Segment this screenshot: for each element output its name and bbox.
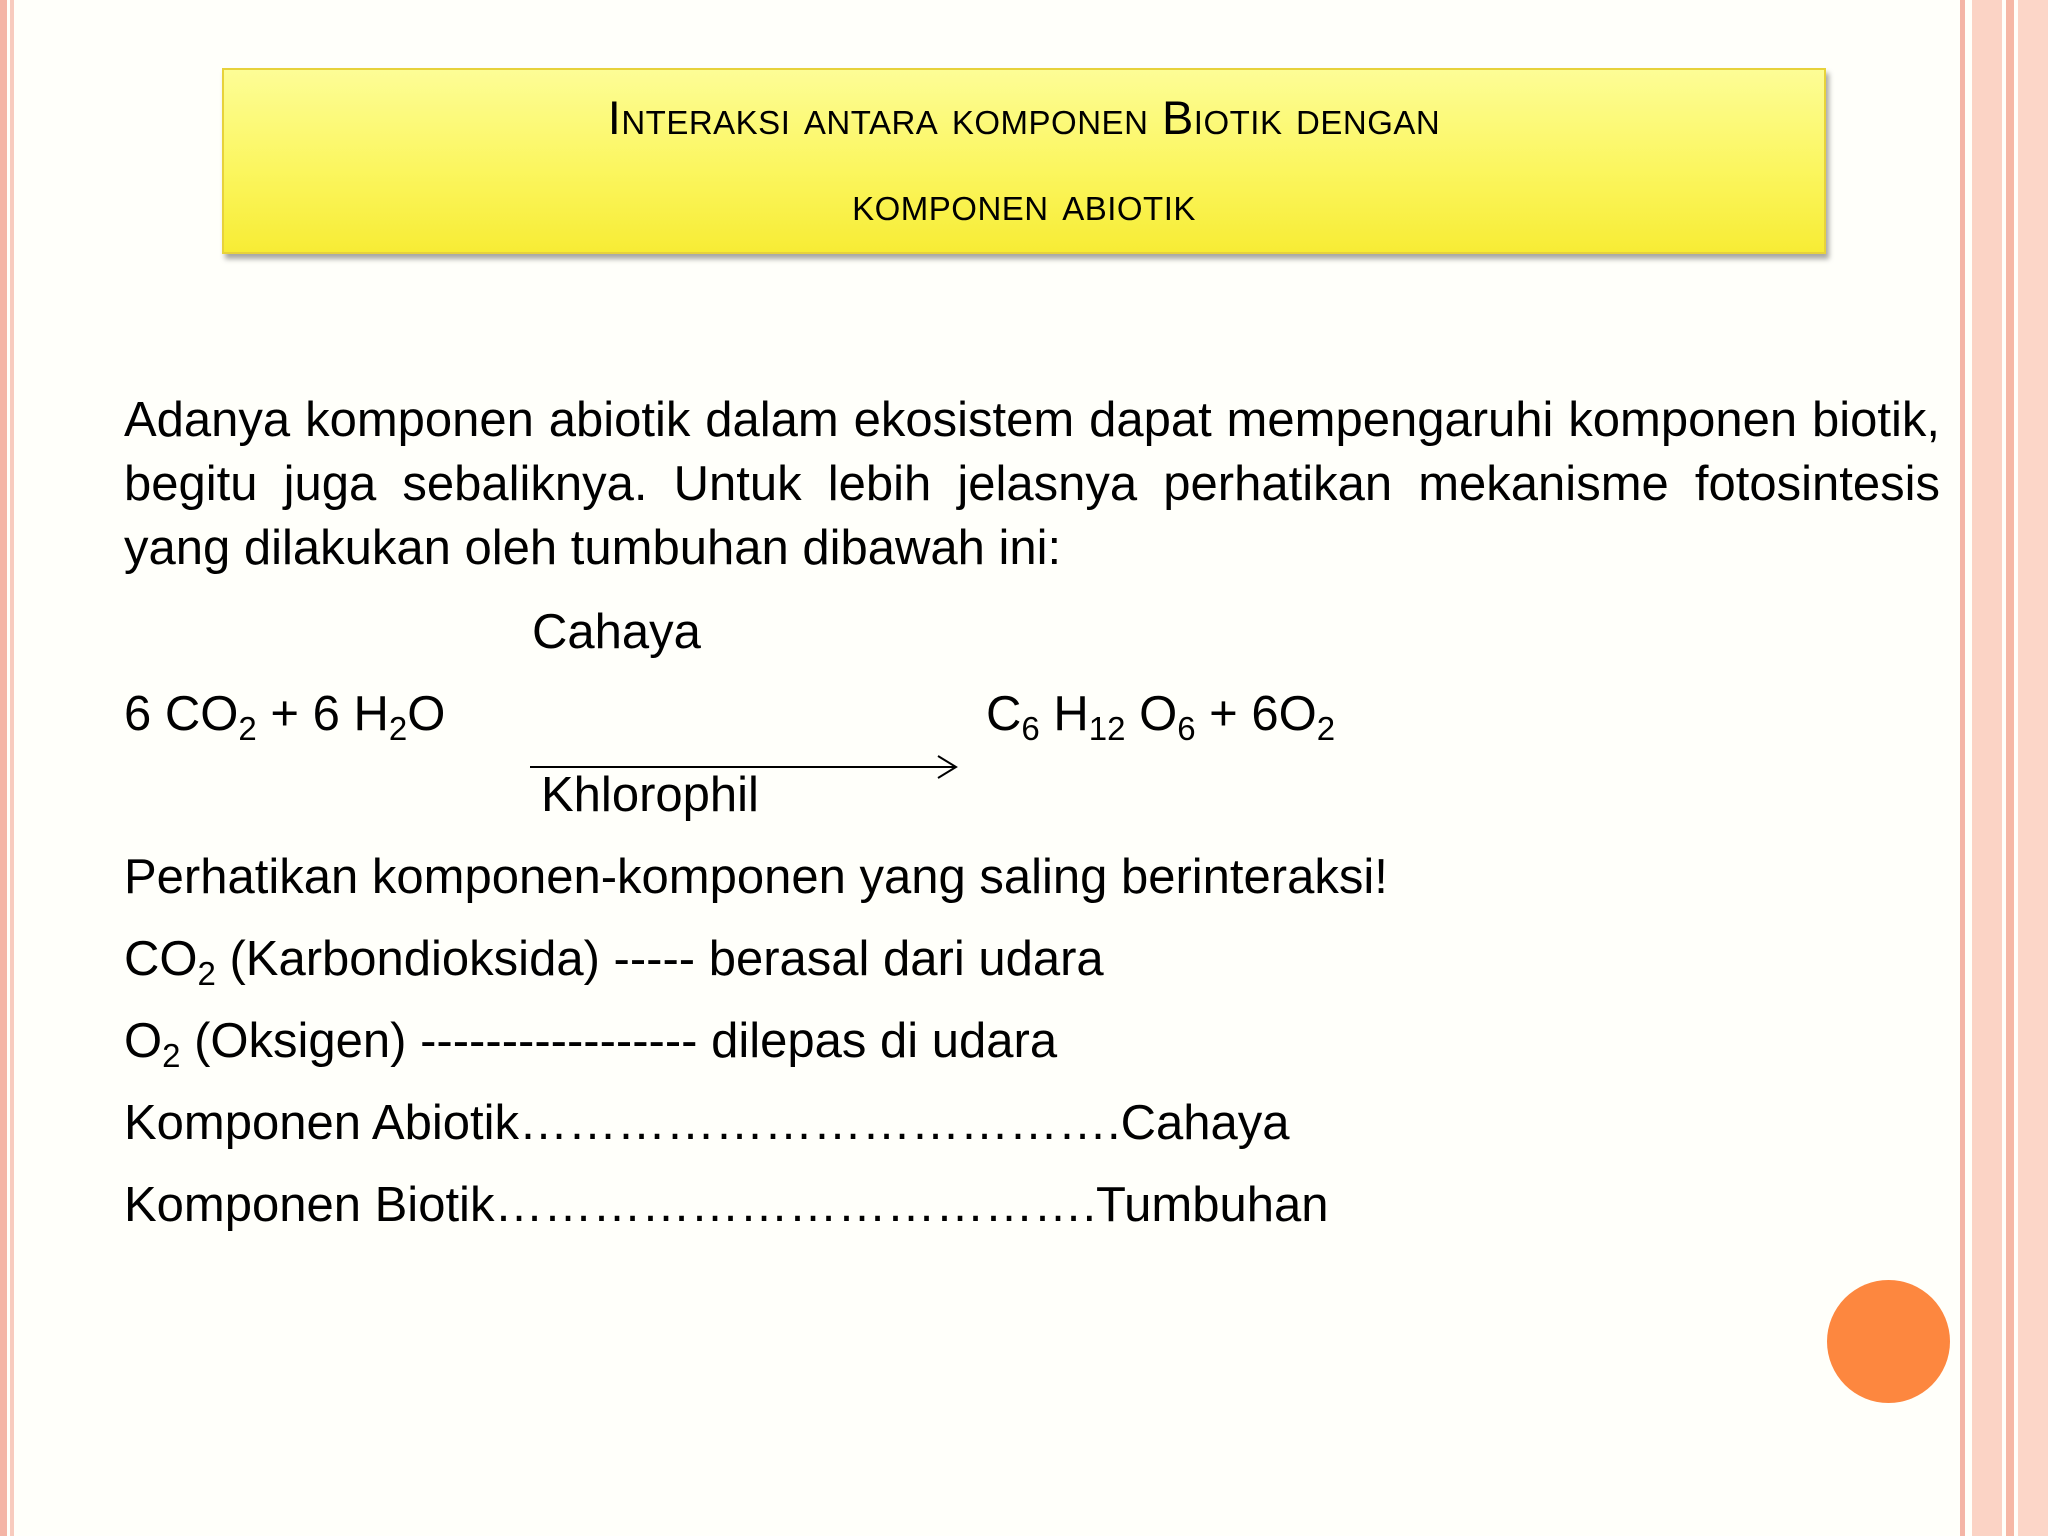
right-stripe-2 <box>1972 0 2002 1536</box>
co2-line: $CO_2$ (Karbondioksida) ----- berasal dari udara <box>124 932 1104 992</box>
equation-reactants: 6 $CO_2 + 6$ $H_2O$ <box>124 687 446 747</box>
right-stripe-1 <box>1960 0 1965 1536</box>
decorative-circle <box>1827 1280 1950 1403</box>
interaction-note: Perhatikan komponen-komponen yang saling berinteraksi! <box>124 850 1388 904</box>
slide-title-box <box>222 68 1826 254</box>
o2-line: $O_2$ (Oksigen) ----------------- dilepas di udara <box>124 1014 1058 1074</box>
slide-title-line-1: Interaksi antara komponen Biotik dengan <box>607 91 1441 144</box>
slide-title-line-2: komponen abiotik <box>852 177 1196 230</box>
equation-products: $C_6$ $H_{12}$ $O_6 + 6O_2$ <box>986 687 1336 747</box>
left-stripe-outer <box>0 0 7 1536</box>
reaction-condition-chlorophyll: Khlorophil <box>541 768 759 822</box>
abiotic-component-line: Komponen Abiotik……………………………….Cahaya <box>124 1096 1290 1150</box>
biotic-component-line: Komponen Biotik……………………………….Tumbuhan <box>124 1178 1329 1232</box>
right-stripe-3 <box>2006 0 2014 1536</box>
left-stripe-inner <box>10 0 14 1536</box>
intro-paragraph: Adanya komponen abiotik dalam ekosistem dapat mempengaruhi komponen biotik, begitu juga sebaliknya. Untuk lebih jelasnya perhatikan mekanisme fotosintesis yang dilakukan oleh tumbuhan dibawah ini: <box>124 393 1940 575</box>
reaction-condition-light: Cahaya <box>532 605 701 659</box>
right-stripe-4 <box>2018 0 2048 1536</box>
